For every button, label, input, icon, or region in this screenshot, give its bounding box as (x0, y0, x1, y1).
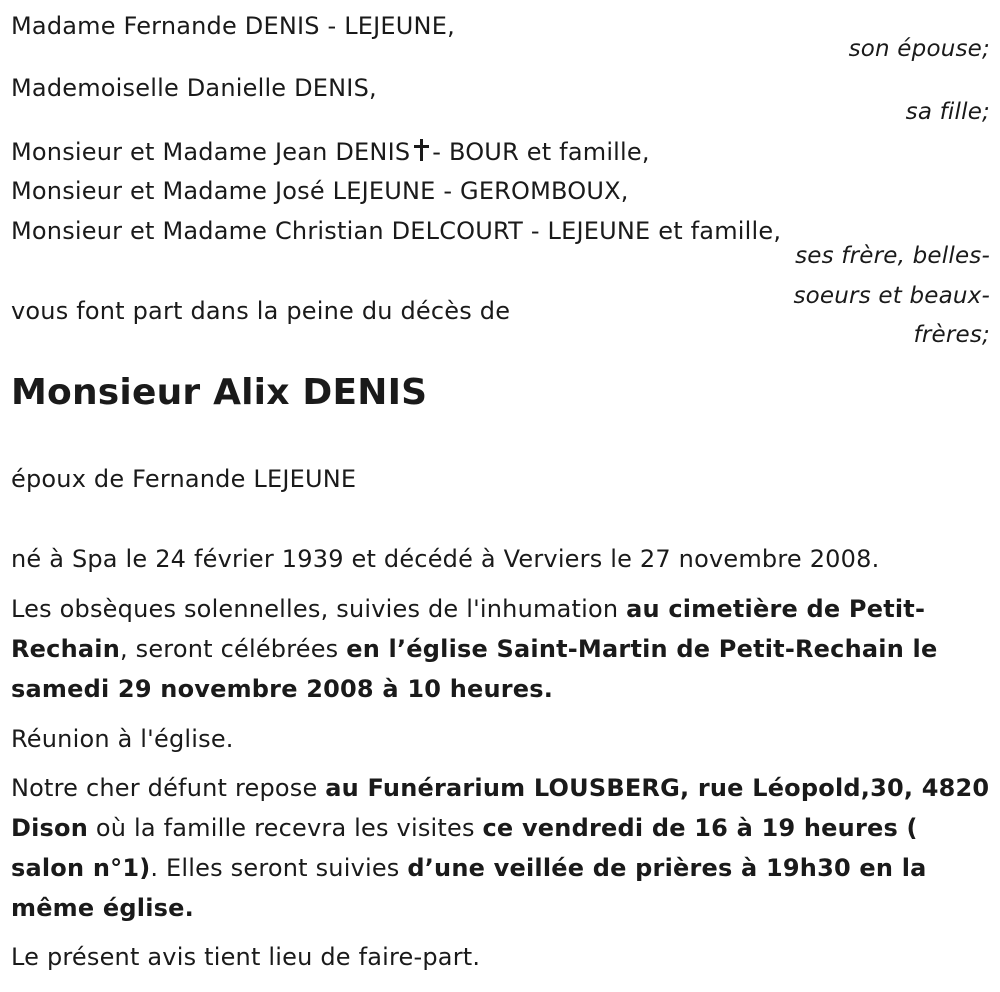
family-wife: Madame Fernande DENIS - LEJEUNE, (11, 12, 455, 40)
relative-1-name: Monsieur et Madame Jean DENIS (11, 138, 411, 166)
funeral-paragraph (11, 589, 991, 709)
funeral-text-1: Les obsèques solennelles, suivies de l'inhumation (11, 595, 627, 623)
spouse-of: époux de Fernande LEJEUNE (11, 465, 357, 493)
siblings-role-line-2: soeurs et beaux- (793, 283, 990, 309)
visitation-hours: ce vendredi de 16 à 19 heures ( salon n°1) (11, 814, 918, 882)
cemetery-location: au cimetière de Petit-Rechain (11, 595, 926, 663)
reunion-note: Réunion à l'église. (11, 725, 234, 753)
wife-role: son épouse; (848, 36, 990, 62)
latin-cross-icon (414, 139, 428, 161)
church-service-details: en l’église Saint-Martin de Petit-Rechain le samedi 29 novembre 2008 à 10 heures. (11, 635, 938, 703)
daughter-role: sa fille; (905, 99, 990, 125)
visitation-text-1: Notre cher défunt repose (11, 774, 326, 802)
family-relative-2: Monsieur et Madame José LEJEUNE - GEROMBOUX, (11, 177, 629, 205)
family-relative-1 (11, 137, 650, 167)
relative-1-suffix: - BOUR et famille, (432, 138, 650, 166)
visitation-text-3: . Elles seront suivies (150, 854, 408, 882)
funeral-home-address: au Funérarium LOUSBERG, rue Léopold,30, 4820 Dison (11, 774, 990, 842)
siblings-role-line-3: frères; (913, 322, 990, 348)
deceased-name: Monsieur Alix DENIS (11, 372, 428, 413)
prayer-vigil: d’une veillée de prières à 19h30 en la même église. (11, 854, 927, 922)
family-daughter: Mademoiselle Danielle DENIS, (11, 74, 377, 102)
visitation-text-2: où la famille recevra les visites (88, 814, 483, 842)
funeral-text-2: , seront célébrées (119, 635, 347, 663)
announcement-intro: vous font part dans la peine du décès de (11, 297, 511, 325)
birth-death-info: né à Spa le 24 février 1939 et décédé à Verviers le 27 novembre 2008. (11, 545, 880, 573)
siblings-role-line-1: ses frère, belles- (795, 243, 990, 269)
visitation-paragraph (11, 768, 991, 928)
closing-note: Le présent avis tient lieu de faire-part. (11, 943, 481, 971)
family-relative-3: Monsieur et Madame Christian DELCOURT - LEJEUNE et famille, (11, 217, 782, 245)
